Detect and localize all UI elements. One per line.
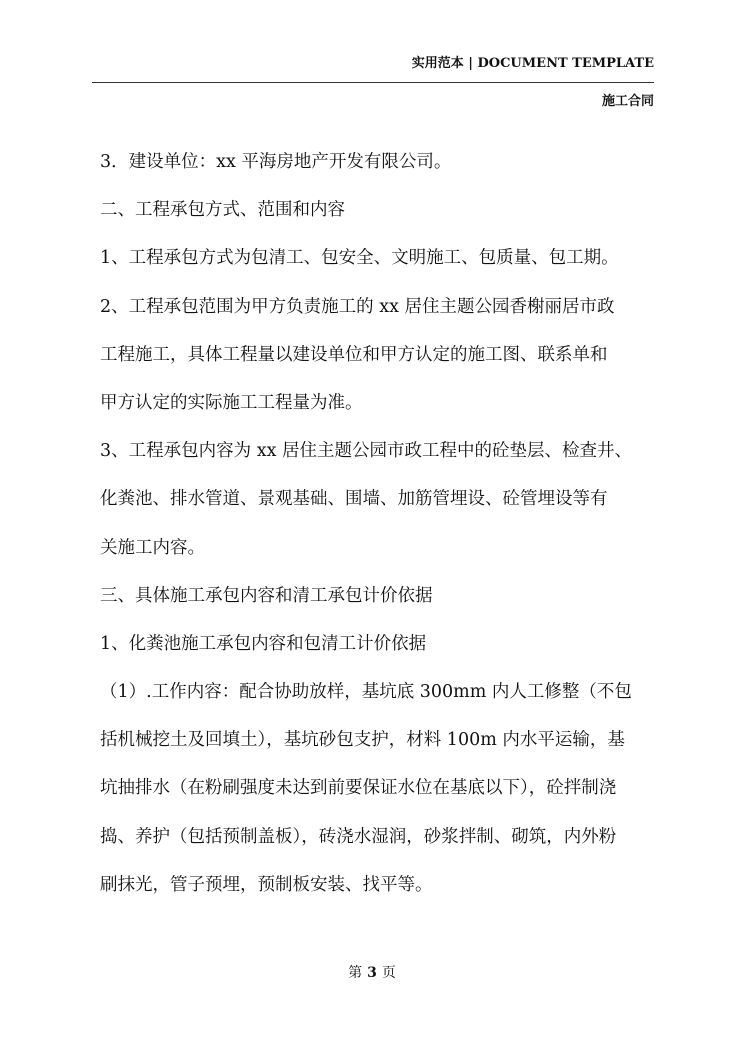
page-footer xyxy=(0,962,744,982)
page-label-prefix: 第 xyxy=(348,965,363,981)
header-brand: 实用范本 | DOCUMENT TEMPLATE xyxy=(411,56,654,71)
body-line: 坑抽排水（在粉刷强度未达到前要保证水位在基底以下），砼拌制浇 xyxy=(100,778,617,799)
body-line: 甲方认定的实际施工工程量为准。 xyxy=(100,392,363,413)
body-line: 捣、养护（包括预制盖板），砖浇水湿润，砂浆拌制、砌筑，内外粉 xyxy=(100,826,617,847)
document-body xyxy=(100,138,660,909)
body-line: 1、化粪池施工承包内容和包清工计价依据 xyxy=(100,633,427,654)
body-line: 化粪池、排水管道、景观基础、围墙、加筋管埋设、砼管埋设等有 xyxy=(100,489,608,510)
body-line: 3．建设单位：xx 平海房地产开发有限公司。 xyxy=(100,152,452,172)
body-line: 二、工程承包方式、范围和内容 xyxy=(100,200,345,221)
header-section-title: 施工合同 xyxy=(601,94,654,109)
body-line: （1）.工作内容：配合协助放样，基坑底 300mm 内人工修整（不包 xyxy=(100,682,632,703)
body-line: 2、工程承包范围为甲方负责施工的 xx 居住主题公园香榭丽居市政 xyxy=(100,296,615,317)
body-line: 括机械挖土及回填土），基坑砂包支护，材料 100m 内水平运输，基 xyxy=(100,730,625,751)
body-line: 3、工程承包内容为 xx 居住主题公园市政工程中的砼垫层、检查井、 xyxy=(100,441,632,462)
body-line: 1、工程承包方式为包清工、包安全、文明施工、包质量、包工期。 xyxy=(100,248,619,269)
body-line: 关施工内容。 xyxy=(100,537,205,558)
page-number: 3 xyxy=(367,965,377,981)
body-line: 三、具体施工承包内容和清工承包计价依据 xyxy=(100,585,433,606)
body-line: 工程施工，具体工程量以建设单位和甲方认定的施工图、联系单和 xyxy=(100,344,608,365)
body-line: 刷抹光，管子预埋，预制板安装、找平等。 xyxy=(100,874,433,895)
page-label-suffix: 页 xyxy=(381,965,396,981)
header-divider xyxy=(92,82,654,83)
